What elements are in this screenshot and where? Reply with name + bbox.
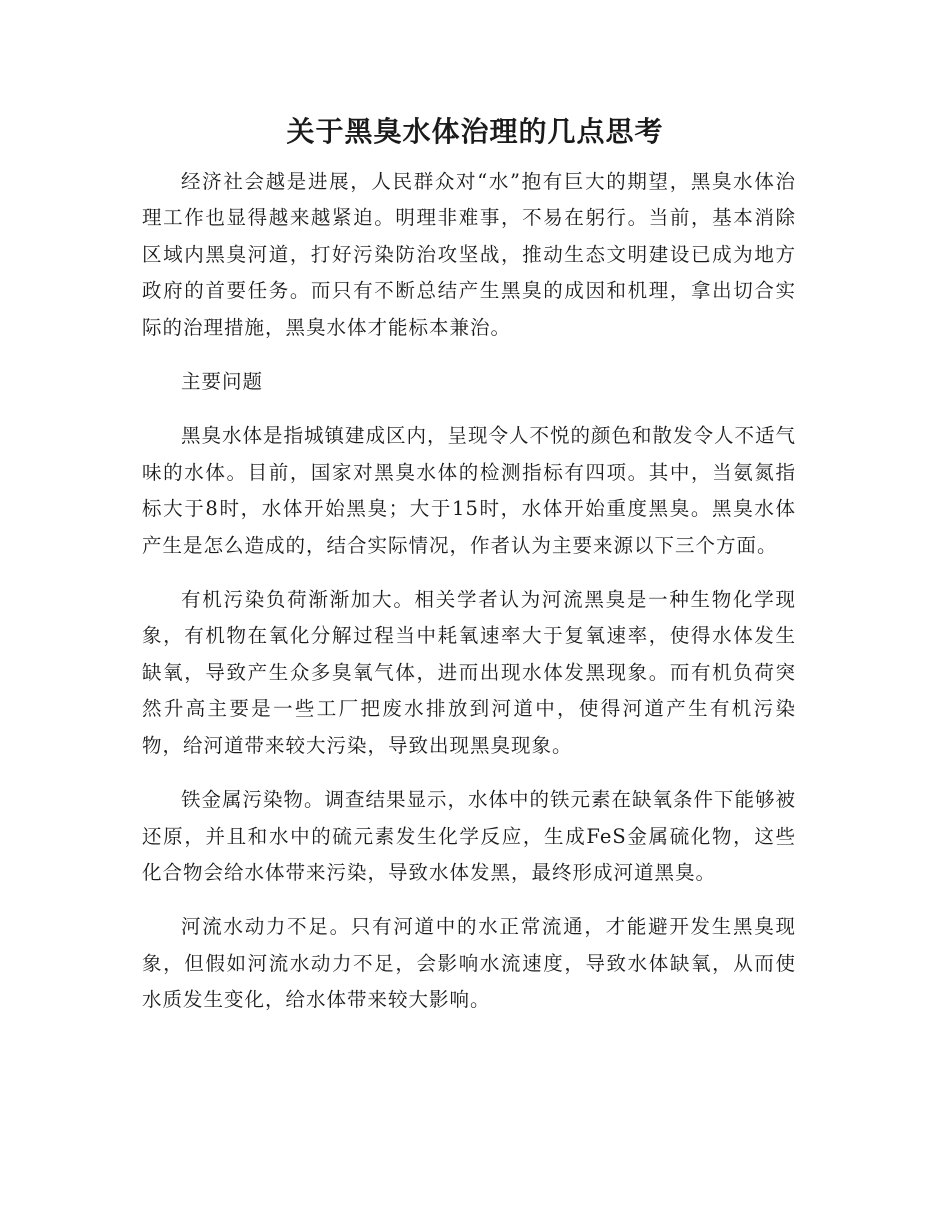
document-body	[142, 164, 796, 1037]
paragraph-iron-pollutants: 铁金属污染物。调查结果显示，水体中的铁元素在缺氧条件下能够被还原，并且和水中的硫元素发生化学反应，生成FeS金属硫化物，这些化合物会给水体带来污染，导致水体发黑，最终形成河道黑臭。	[142, 788, 797, 884]
paragraph-definition: 黑臭水体是指城镇建成区内，呈现令人不悦的颜色和散发令人不适气味的水体。目前，国家对黑臭水体的检测指标有四项。其中，当氨氮指标大于8时，水体开始黑臭；大于15时，水体开始重度黑臭。黑臭水体产生是怎么造成的，结合实际情况，作者认为主要来源以下三个方面。	[142, 424, 797, 557]
paragraph-intro: 经济社会越是进展，人民群众对“水”抱有巨大的期望，黑臭水体治理工作也显得越来越紧迫。明理非难事，不易在躬行。当前，基本消除区域内黑臭河道，打好污染防治攻坚战，推动生态文明建设已成为地方政府的首要任务。而只有不断总结产生黑臭的成因和机理，拿出切合实际的治理措施，黑臭水体才能标本兼治。	[142, 170, 796, 339]
section-heading-main-issues: 主要问题	[181, 370, 264, 394]
paragraph-organic-pollution: 有机污染负荷渐渐加大。相关学者认为河流黑臭是一种生物化学现象，有机物在氧化分解过程当中耗氧速率大于复氧速率，使得水体发生缺氧，导致产生众多臭氧气体，进而出现水体发黑现象。而有机负荷突然升高主要是一些工厂把废水排放到河道中，使得河道产生有机污染物，给河道带来较大污染，导致出现黑臭现象。	[142, 588, 796, 757]
paragraph-hydrodynamics: 河流水动力不足。只有河道中的水正常流通，才能避开发生黑臭现象，但假如河流水动力不足，会影响水流速度，导致水体缺氧，从而使水质发生变化，给水体带来较大影响。	[142, 915, 796, 1012]
document-title: 关于黑臭水体治理的几点思考	[286, 115, 664, 148]
